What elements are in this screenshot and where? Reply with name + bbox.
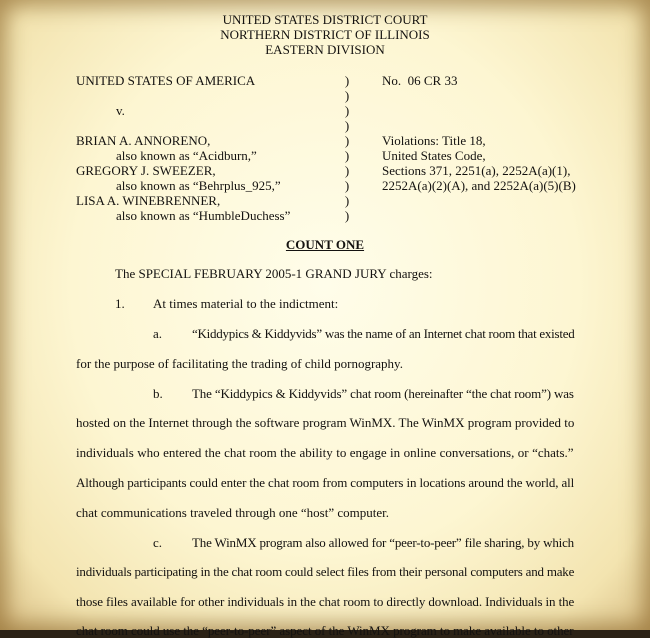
caption-paren: ) [344, 193, 350, 208]
court-division: EASTERN DIVISION [265, 42, 385, 57]
item-text: At times material to the indictment: [153, 296, 339, 311]
versus-label: v. [116, 103, 125, 118]
violations-line: Sections 371, 2251(a), 2252A(a)(1), [382, 163, 571, 178]
para-letter: a. [153, 326, 163, 341]
para-c-line: chat room could use the “peer-to-peer” aspect of the WinMX program to make available to other [76, 623, 574, 638]
para-b-line: chat communications traveled through one “host” computer. [76, 505, 389, 520]
caption-paren: ) [344, 103, 350, 118]
violations-line: United States Code, [382, 148, 486, 163]
defendant-name: BRIAN A. ANNORENO, [76, 133, 211, 148]
caption-paren: ) [344, 148, 350, 163]
defendant-name: GREGORY J. SWEEZER, [76, 163, 216, 178]
para-b-line: The “Kiddypics & Kiddyvids” chat room (hereinafter “the chat room”) was [192, 386, 574, 401]
para-c-line: those files available for other individuals in the chat room to directly download. Individuals in the [76, 594, 575, 609]
item-number: 1. [115, 296, 125, 311]
para-b-line: hosted on the Internet through the software program WinMX. The WinMX program provided to [76, 415, 575, 430]
para-a-line: “Kiddypics & Kiddyvids” was the name of an Internet chat room that existed [192, 326, 575, 341]
court-name: UNITED STATES DISTRICT COURT [222, 12, 428, 27]
defendant-alias: also known as “Behrplus_925,” [116, 178, 281, 193]
caption-paren: ) [344, 118, 350, 133]
para-a-line: for the purpose of facilitating the trading of child pornography. [76, 356, 403, 371]
defendant-name: LISA A. WINEBRENNER, [76, 193, 221, 208]
caption-paren: ) [344, 73, 350, 88]
caption-paren: ) [344, 88, 350, 103]
para-c-line: The WinMX program also allowed for “peer-to-peer” file sharing, by which [192, 535, 574, 550]
caption-paren: ) [344, 163, 350, 178]
para-letter: c. [153, 535, 163, 550]
para-b-line: individuals who entered the chat room the ability to engage in online conversations, or “chats.” [76, 445, 574, 460]
para-c-line: individuals participating in the chat room could select files from their personal computers and make [76, 564, 575, 579]
grand-jury-line: The SPECIAL FEBRUARY 2005-1 GRAND JURY charges: [115, 266, 433, 281]
violations-line: 2252A(a)(2)(A), and 2252A(a)(5)(B) [382, 178, 576, 193]
case-number-value: 06 CR 33 [407, 73, 458, 88]
case-number-label: No. [382, 73, 402, 88]
case-number [382, 73, 457, 88]
defendant-alias: also known as “HumbleDuchess” [116, 208, 291, 223]
count-title: COUNT ONE [285, 237, 365, 252]
para-b-line: Although participants could enter the chat room from computers in locations around the world, all [76, 475, 575, 490]
court-district: NORTHERN DISTRICT OF ILLINOIS [220, 27, 430, 42]
caption-paren: ) [344, 178, 350, 193]
violations-line: Violations: Title 18, [382, 133, 486, 148]
caption-paren: ) [344, 208, 350, 223]
plaintiff-name: UNITED STATES OF AMERICA [76, 73, 256, 88]
caption-paren: ) [344, 133, 350, 148]
defendant-alias: also known as “Acidburn,” [116, 148, 257, 163]
para-letter: b. [153, 386, 163, 401]
